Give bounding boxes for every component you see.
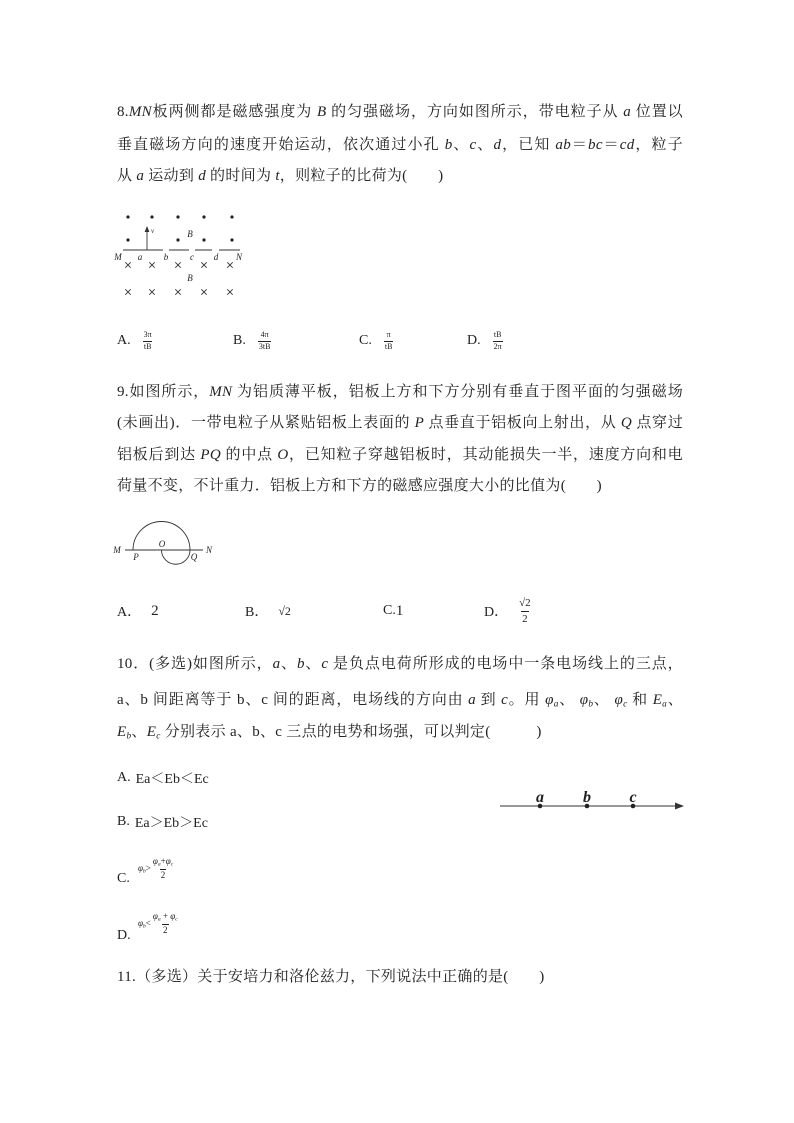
- italic-symbol: c: [469, 137, 477, 153]
- text-run: ，粒子: [634, 137, 683, 153]
- point-label-c: c: [629, 789, 637, 806]
- field-in-cross: [175, 262, 180, 267]
- option-value: 1: [395, 602, 404, 619]
- option-label: B．: [245, 605, 269, 620]
- field-in-cross: [227, 289, 232, 294]
- option-text: Ea＜Eb＜Ec: [135, 772, 209, 787]
- point-label-a: a: [137, 252, 143, 262]
- option-fraction: [258, 331, 272, 352]
- text-run: 到: [475, 692, 502, 708]
- option-formula: [138, 857, 174, 881]
- q8-option-d: [467, 330, 503, 352]
- field-direction-arrowhead: [675, 803, 684, 810]
- velocity-label: v: [151, 227, 155, 235]
- italic-symbol: c: [501, 692, 509, 708]
- italic-symbol: MN: [128, 104, 152, 120]
- q8-stem-line-3: [117, 165, 443, 187]
- text-run: 、: [131, 724, 147, 740]
- fraction-numerator: √2: [519, 597, 531, 610]
- point-label-p: P: [133, 552, 139, 562]
- italic-symbol: t: [275, 168, 280, 184]
- option-label: A.: [117, 770, 131, 785]
- italic-symbol: a: [623, 104, 632, 120]
- field-in-cross: [149, 289, 154, 294]
- q8-stem-line-2: [117, 134, 683, 156]
- velocity-arrowhead: [145, 226, 150, 232]
- italic-symbol: cd: [619, 137, 635, 153]
- formula-lhs: [138, 918, 151, 930]
- italic-symbol: φ: [152, 911, 158, 921]
- italic-symbol: E: [117, 724, 127, 740]
- option-value: 2: [151, 602, 159, 619]
- q8-stem-line-1: [117, 101, 683, 123]
- fraction-denominator: tB: [143, 341, 152, 351]
- option-fraction: [518, 597, 532, 624]
- text-run: 铝板后到达: [117, 447, 201, 463]
- italic-symbol: P: [414, 415, 425, 431]
- formula-fraction: [152, 857, 174, 881]
- text-run: 11.（多选）关于安培力和洛伦兹力，下列说法中正确的是( ): [117, 969, 545, 985]
- subscript: c: [175, 916, 178, 923]
- subscript: a: [553, 699, 559, 710]
- point-label-q: Q: [190, 552, 198, 562]
- italic-symbol: b: [296, 656, 305, 672]
- text-run: 、: [452, 137, 470, 153]
- option-label: B.: [233, 333, 246, 348]
- text-run: 点垂直于铝板向上射出，从: [424, 415, 621, 431]
- italic-symbol: PQ: [200, 447, 222, 463]
- field-label-below: B: [187, 273, 193, 283]
- italic-symbol: d: [493, 137, 502, 153]
- italic-symbol: bc: [588, 137, 603, 153]
- subscript: b: [142, 923, 146, 930]
- field-in-cross: [201, 262, 206, 267]
- italic-symbol: φ: [138, 918, 143, 928]
- q9-option-d: [484, 597, 532, 625]
- text-run: 的时间为: [206, 168, 276, 184]
- point-label-d: d: [213, 252, 219, 262]
- option-label: D．: [484, 605, 509, 620]
- formula-fraction: [152, 912, 179, 936]
- text-run: ，已知粒子穿越铝板时，其动能损失一半，速度方向和电: [288, 447, 683, 463]
- italic-symbol: O: [277, 447, 289, 463]
- q9-stem-line-3: [117, 444, 683, 466]
- italic-symbol: φ: [152, 856, 158, 866]
- field-in-cross: [227, 262, 232, 267]
- fraction-denominator: 2π: [493, 341, 502, 351]
- fraction-numerator: [152, 857, 174, 869]
- italic-symbol: E: [146, 724, 157, 740]
- q8-option-c: [359, 330, 393, 352]
- field-label-above: B: [187, 229, 193, 239]
- text-run: ，已知: [501, 137, 556, 153]
- lower-trajectory-arc: [162, 550, 191, 564]
- option-label: A．: [117, 605, 142, 620]
- option-formula: [138, 912, 179, 936]
- italic-symbol: a: [468, 692, 476, 708]
- italic-symbol: φ: [614, 692, 624, 708]
- italic-symbol: φ: [545, 692, 554, 708]
- fraction-numerator: [152, 912, 179, 924]
- text-run: 9.如图所示，: [117, 384, 210, 400]
- fraction-denominator: 3tB: [258, 341, 271, 351]
- text-run: 、: [593, 692, 615, 708]
- field-out-dot: [126, 215, 129, 218]
- text-run: 分别表示 a、b、c 三点的电势和场强，可以判定( ): [160, 724, 542, 740]
- text-run: >: [145, 863, 151, 873]
- italic-symbol: a: [272, 656, 281, 672]
- option-label: C.: [117, 871, 130, 886]
- subscript: b: [142, 868, 146, 875]
- italic-symbol: ab: [555, 137, 572, 153]
- italic-symbol: MN: [209, 384, 233, 400]
- fraction-numerator: π: [386, 329, 391, 339]
- q8-option-b: [233, 330, 271, 352]
- text-run: 运动到: [144, 168, 199, 184]
- text-run: 、: [476, 137, 494, 153]
- q8-option-a: [117, 330, 153, 352]
- plate-label-n: N: [235, 252, 243, 262]
- fraction-numerator: tB: [493, 329, 502, 339]
- fraction-numerator: 4π: [260, 329, 269, 339]
- point-label-o: O: [158, 539, 166, 549]
- q9-stem-line-2: [117, 412, 683, 434]
- text-run: 垂直磁场方向的速度开始运动，依次通过小孔: [117, 137, 445, 153]
- field-out-dot: [150, 215, 153, 218]
- field-in-cross: [125, 289, 130, 294]
- field-in-cross: [149, 262, 154, 267]
- option-fraction: [493, 331, 503, 352]
- text-run: ＝: [602, 137, 620, 153]
- italic-symbol: a: [136, 168, 145, 184]
- fraction-denominator: tB: [384, 341, 393, 351]
- fraction-denominator: 2: [160, 869, 166, 880]
- italic-symbol: B: [316, 104, 327, 120]
- q10-option-d: [117, 908, 227, 948]
- fraction-denominator: 2: [522, 612, 528, 625]
- q9-aluminum-plate-figure: [110, 512, 220, 572]
- subscript: a: [157, 861, 161, 868]
- q10-stem-line-1: [117, 653, 683, 675]
- subscript: a: [157, 916, 161, 923]
- option-fraction: [384, 331, 394, 352]
- text-run: 的匀强磁场，方向如图所示，带电粒子从: [326, 104, 624, 120]
- text-run: 点穿过: [631, 415, 683, 431]
- option-text: Ea＞Eb＞Ec: [134, 816, 208, 831]
- q10-electric-field-line-figure: [495, 785, 690, 815]
- text-run: 。用: [508, 692, 546, 708]
- q9-option-c: [383, 600, 403, 622]
- subscript: c: [623, 699, 628, 710]
- option-label: B.: [117, 814, 130, 829]
- option-label: D.: [117, 928, 131, 943]
- option-label: C.: [383, 603, 396, 618]
- field-in-cross: [175, 289, 180, 294]
- text-run: 、: [304, 656, 322, 672]
- point-label-c: c: [190, 252, 194, 262]
- q10-stem-line-2: [117, 689, 683, 711]
- field-in-cross: [125, 262, 130, 267]
- italic-symbol: φ: [138, 863, 143, 873]
- q9-option-b: [245, 600, 291, 622]
- text-run: 的中点: [221, 447, 278, 463]
- q9-stem-line-4: [117, 475, 602, 497]
- field-out-dot: [176, 238, 179, 241]
- text-run: 荷量不变，不计重力．铝板上方和下方的磁感应强度大小的比值为( ): [117, 478, 602, 494]
- text-run: 板两侧都是磁感强度为: [151, 104, 317, 120]
- subscript: a: [662, 699, 668, 710]
- q10-option-a: [117, 767, 209, 789]
- text-run: 是负点电荷所形成的电场中一条电场线上的三点，: [328, 656, 683, 672]
- field-out-dot: [126, 238, 129, 241]
- point-label-a: a: [536, 789, 544, 806]
- subscript: c: [156, 731, 161, 742]
- text-run: +: [160, 911, 171, 921]
- text-run: 10．(多选)如图所示，: [117, 656, 273, 672]
- text-run: 和: [627, 692, 653, 708]
- option-label: A.: [117, 333, 131, 348]
- field-in-cross: [201, 289, 206, 294]
- q10-stem-line-3: [117, 721, 542, 743]
- fraction-denominator: 2: [163, 924, 168, 935]
- italic-symbol: Q: [620, 415, 632, 431]
- text-run: 8.: [117, 104, 129, 120]
- q11-stem-line-1: [117, 966, 545, 988]
- italic-symbol: E: [652, 692, 663, 708]
- option-fraction: [143, 331, 153, 352]
- text-run: 、: [280, 656, 297, 672]
- fraction-numerator: 3π: [143, 329, 152, 339]
- field-out-dot: [230, 215, 233, 218]
- subscript: c: [170, 861, 174, 868]
- field-out-dot: [176, 215, 179, 218]
- point-label-b: b: [163, 252, 169, 262]
- text-run: +: [160, 856, 166, 866]
- field-out-dot: [230, 238, 233, 241]
- italic-symbol: d: [198, 168, 206, 184]
- field-out-dot: [202, 238, 205, 241]
- option-label: C.: [359, 333, 372, 348]
- q9-stem-line-1: [117, 381, 683, 403]
- plate-label-m: M: [113, 545, 121, 555]
- q10-option-c: [117, 853, 227, 891]
- italic-symbol: φ: [165, 856, 171, 866]
- point-label-b: b: [583, 789, 591, 806]
- text-run: (未画出)．一带电粒子从紧贴铝板上表面的: [117, 415, 415, 431]
- text-run: a、b 间距离等于 b、c 间的距离，电场线的方向由: [117, 692, 469, 708]
- plate-label-n: N: [205, 545, 213, 555]
- subscript: b: [126, 731, 132, 742]
- italic-symbol: φ: [579, 692, 589, 708]
- text-run: 、: [558, 692, 580, 708]
- subscript: b: [588, 699, 594, 710]
- option-value: √2: [278, 603, 291, 618]
- text-run: <: [145, 918, 151, 928]
- italic-symbol: b: [444, 137, 453, 153]
- plate-label-m: M: [114, 252, 122, 262]
- text-run: ＝: [571, 137, 589, 153]
- formula-lhs: [138, 863, 151, 875]
- q8-magnetic-field-figure: [112, 205, 252, 305]
- text-run: ，则粒子的比荷为( ): [279, 168, 444, 184]
- italic-symbol: φ: [170, 911, 176, 921]
- q10-option-b: [117, 811, 208, 833]
- italic-symbol: c: [321, 656, 329, 672]
- option-label: D.: [467, 333, 481, 348]
- q9-option-a: [117, 600, 159, 622]
- text-run: 从: [117, 168, 137, 184]
- text-run: 为铝质薄平板，铝板上方和下方分别有垂直于图平面的匀强磁场: [232, 384, 683, 400]
- text-run: 、: [667, 692, 683, 708]
- field-out-dot: [202, 215, 205, 218]
- text-run: 位置以: [631, 104, 683, 120]
